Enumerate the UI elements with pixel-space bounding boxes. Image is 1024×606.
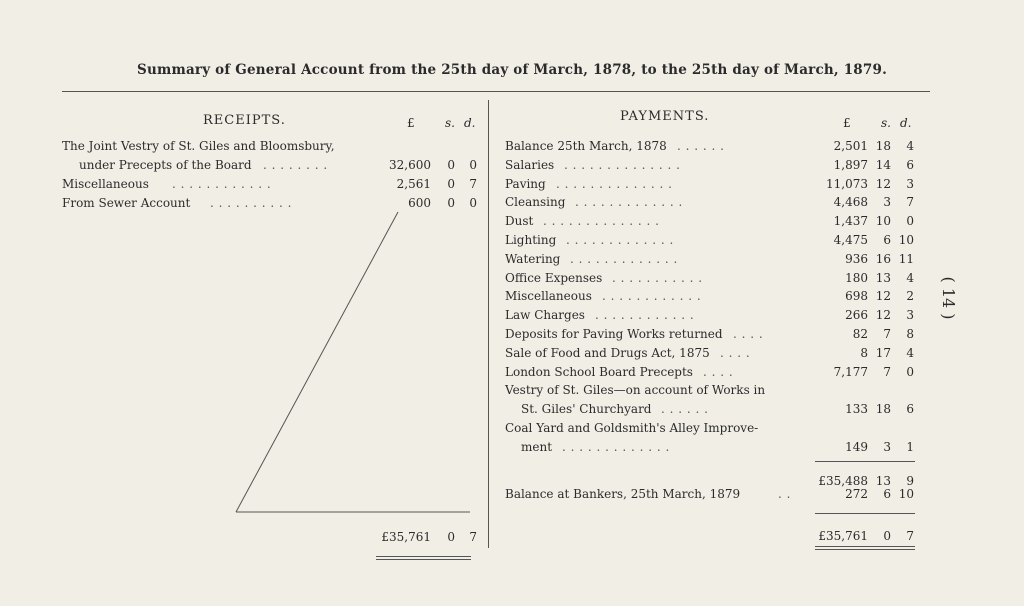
payment-leader-dots: . . . . . . . . . . . . . .: [543, 214, 660, 229]
payment-pence: 7: [906, 195, 914, 210]
receipt-shillings: 0: [447, 196, 455, 210]
payments-balance-pence: 10: [898, 487, 914, 501]
payment-leader-dots: . . . . . . . . . . . . . .: [564, 157, 681, 172]
receipts-total-shillings: 0: [447, 530, 455, 544]
payment-label: St. Giles' Churchyard: [521, 402, 652, 417]
payment-leader-dots: . . . . . . . . . . . .: [602, 289, 702, 304]
payments-balance-dots: . .: [778, 487, 791, 501]
payment-pounds: 8: [860, 345, 868, 360]
payments-balance-shillings: 6: [883, 487, 891, 501]
receipts-pence-header: d.: [464, 116, 476, 130]
payment-pence: 4: [906, 139, 914, 153]
payment-label: Lighting: [505, 233, 557, 247]
payments-balance-label: Balance at Bankers, 25th March, 1879: [505, 487, 741, 501]
payment-leader-dots: . . . . . . . . . . . . .: [562, 439, 670, 454]
receipt-pence: 7: [469, 177, 477, 191]
payment-pounds: 11,073: [826, 176, 868, 191]
payment-leader-dots: . . . . . . . . . . . . .: [566, 233, 674, 247]
receipt-label: From Sewer Account: [62, 196, 191, 210]
payment-shillings: 3: [883, 439, 891, 454]
payment-shillings: 7: [883, 364, 891, 379]
payments-shillings-header: s.: [881, 116, 891, 130]
receipts-double-rule: [376, 556, 471, 557]
payment-pence: 0: [906, 364, 914, 379]
payment-leader-dots: . . . .: [733, 327, 764, 341]
payment-pence: 3: [906, 176, 914, 191]
receipt-label: Miscellaneous: [62, 177, 149, 191]
payment-leader-dots: . . . . . .: [661, 402, 709, 417]
payment-shillings: 18: [875, 139, 891, 153]
payment-shillings: 12: [875, 308, 891, 323]
payment-leader-dots: . . . . . . . . . . .: [612, 270, 703, 285]
receipts-blank-diagonal: [225, 200, 485, 520]
payment-shillings: 10: [875, 214, 891, 229]
receipts-double-rule: [376, 559, 471, 560]
payment-label: Sale of Food and Drugs Act, 1875: [505, 345, 710, 360]
payment-label: Balance 25th March, 1878: [505, 139, 667, 153]
payment-shillings: 3: [883, 195, 891, 210]
payment-pounds: 936: [845, 251, 868, 266]
payment-label: Office Expenses: [505, 270, 603, 285]
payment-shillings: 13: [875, 270, 891, 285]
payments-subtotal-shillings: 13: [875, 474, 891, 488]
payment-label: Dust: [505, 214, 534, 229]
payment-pounds: 4,468: [833, 195, 868, 210]
payment-label: Law Charges: [505, 308, 585, 323]
payments-total-shillings: 0: [883, 529, 891, 543]
payment-label: Vestry of St. Giles—on account of Works in: [505, 383, 766, 398]
payment-shillings: 17: [875, 345, 891, 360]
receipt-pounds: 600: [408, 196, 431, 210]
page-title: Summary of General Account from the 25th day of March, 1878, to the 25th day of March, 1879.: [137, 62, 887, 78]
payments-double-rule: [815, 546, 915, 547]
receipts-heading: RECEIPTS.: [203, 113, 286, 128]
receipt-pence: 0: [469, 158, 477, 172]
payment-pounds: 1,437: [833, 214, 868, 229]
payment-leader-dots: . . . .: [720, 345, 751, 360]
payment-pounds: 82: [852, 327, 868, 341]
payment-shillings: 7: [883, 327, 891, 341]
payment-shillings: 12: [875, 176, 891, 191]
payment-pounds: 2,501: [833, 139, 868, 153]
payment-pence: 6: [906, 157, 914, 172]
payment-leader-dots: . . . . . . . . . . . . . .: [556, 176, 673, 191]
payment-label: Cleansing: [505, 195, 566, 210]
receipt-leader-dots: . . . . . . . . . .: [210, 196, 292, 210]
column-divider: [488, 100, 489, 548]
receipt-leader-dots: . . . . . . . .: [263, 158, 328, 172]
payment-label: Deposits for Paving Works returned: [505, 327, 723, 341]
payments-heading: PAYMENTS.: [620, 109, 710, 124]
payment-label: London School Board Precepts: [505, 364, 693, 379]
payment-label: ment: [521, 439, 553, 454]
payment-shillings: 12: [875, 289, 891, 304]
payments-total-rule: [815, 513, 915, 514]
payment-pounds: 133: [845, 402, 868, 417]
payment-pounds: 698: [845, 289, 868, 304]
payment-pence: 4: [906, 345, 914, 360]
receipts-total-pounds: £35,761: [381, 530, 431, 544]
payment-shillings: 18: [875, 402, 891, 417]
receipts-pounds-header: £: [407, 116, 415, 130]
payment-label: Paving: [505, 176, 546, 191]
payments-balance-pounds: 272: [845, 487, 868, 501]
payment-pence: 0: [906, 214, 914, 229]
payment-pence: 10: [898, 233, 914, 247]
payment-pence: 1: [906, 439, 914, 454]
payment-pounds: 149: [845, 439, 868, 454]
payment-shillings: 6: [883, 233, 891, 247]
payments-subtotal-rule: [815, 461, 915, 462]
payment-pence: 8: [906, 327, 914, 341]
payments-pounds-header: £: [843, 116, 851, 130]
payment-pence: 3: [906, 308, 914, 323]
receipt-pounds: 2,561: [396, 177, 431, 191]
payment-leader-dots: . . . .: [703, 364, 734, 379]
payment-label: Miscellaneous: [505, 289, 592, 304]
payment-leader-dots: . . . . . . . . . . . .: [595, 308, 695, 323]
top-rule: [62, 91, 930, 92]
payment-pence: 11: [898, 251, 914, 266]
receipt-pence: 0: [469, 196, 477, 210]
payment-pounds: 4,475: [833, 233, 868, 247]
payments-subtotal-pence: 9: [906, 474, 914, 488]
page-number: ( 14 ): [939, 276, 958, 320]
payment-pence: 4: [906, 270, 914, 285]
receipt-pounds: 32,600: [389, 158, 431, 172]
payment-pounds: 1,897: [833, 157, 868, 172]
payment-shillings: 14: [875, 157, 891, 172]
receipt-label: under Precepts of the Board: [79, 158, 252, 172]
payments-total-pence: 7: [906, 529, 914, 543]
payment-label: Coal Yard and Goldsmith's Alley Improve-: [505, 421, 759, 435]
payments-double-rule: [815, 549, 915, 550]
payments-total-pounds: £35,761: [818, 529, 868, 543]
payment-pence: 2: [906, 289, 914, 304]
receipt-leader-dots: . . . . . . . . . . . .: [172, 177, 272, 191]
payment-leader-dots: . . . . . . . . . . . . .: [575, 195, 683, 210]
payment-shillings: 16: [875, 251, 891, 266]
payments-pence-header: d.: [900, 116, 912, 130]
payment-leader-dots: . . . . . . . . . . . . .: [570, 251, 678, 266]
payment-pence: 6: [906, 402, 914, 417]
receipts-shillings-header: s.: [445, 116, 455, 130]
payment-pounds: 180: [845, 270, 868, 285]
payment-pounds: 266: [845, 308, 868, 323]
receipt-shillings: 0: [447, 158, 455, 172]
payment-pounds: 7,177: [833, 364, 868, 379]
payments-subtotal-pounds: £35,488: [818, 474, 868, 488]
receipt-shillings: 0: [447, 177, 455, 191]
receipt-label: The Joint Vestry of St. Giles and Bloomsbury,: [62, 139, 335, 153]
payment-label: Salaries: [505, 157, 555, 172]
payment-label: Watering: [505, 251, 561, 266]
payment-leader-dots: . . . . . .: [677, 139, 725, 153]
receipts-total-pence: 7: [469, 530, 477, 544]
